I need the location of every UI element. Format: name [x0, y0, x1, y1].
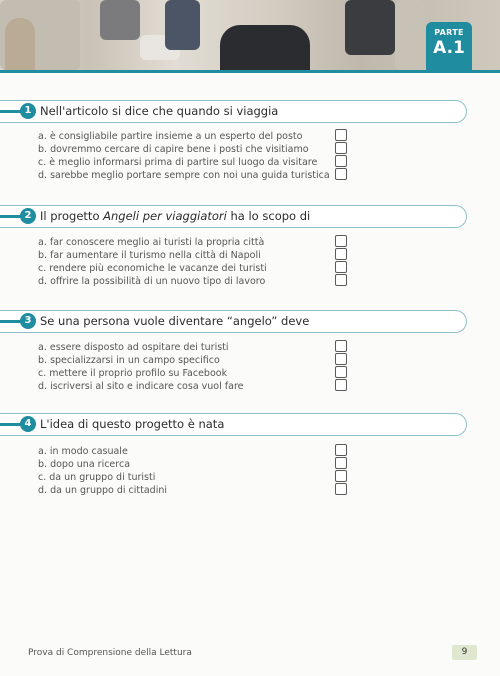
answer-checkbox[interactable]: [335, 168, 347, 180]
answer-checkbox[interactable]: [335, 483, 347, 495]
answer-checkbox[interactable]: [335, 142, 347, 154]
answer-checkbox[interactable]: [335, 470, 347, 482]
question-text: L'idea di questo progetto è nata: [40, 417, 225, 431]
option-text: d. da un gruppo di cittadini: [38, 485, 168, 496]
answer-checkbox[interactable]: [335, 235, 347, 247]
answer-checkbox[interactable]: [335, 353, 347, 365]
option-text: d. sarebbe meglio portare sempre con noi una guida turistica: [38, 170, 330, 181]
question-1-header: [0, 100, 467, 123]
question-text-after: ha lo scopo di: [226, 209, 311, 223]
question-number: 2: [20, 208, 36, 224]
part-label: PARTE: [434, 28, 464, 37]
option-text: a. in modo casuale: [38, 446, 128, 457]
answer-checkbox[interactable]: [335, 340, 347, 352]
question-text: Se una persona vuole diventare “angelo” deve: [40, 314, 310, 328]
question-text: Nell'articolo si dice che quando si viaggia: [40, 104, 279, 118]
option-text: c. da un gruppo di turisti: [38, 472, 156, 483]
question-4-header: [0, 413, 467, 436]
answer-checkbox[interactable]: [335, 248, 347, 260]
option-text: b. specializzarsi in un campo specifico: [38, 355, 220, 366]
header-photo: [0, 0, 500, 70]
question-bar: [0, 320, 22, 323]
option-text: b. far aumentare il turismo nella città di Napoli: [38, 250, 261, 261]
question-2-header: [0, 205, 467, 228]
answer-checkbox[interactable]: [335, 366, 347, 378]
option-text: a. è consigliabile partire insieme a un esperto del posto: [38, 131, 303, 142]
footer-title: Prova di Comprensione della Lettura: [28, 648, 192, 658]
answer-checkbox[interactable]: [335, 274, 347, 286]
option-text: d. iscriversi al sito e indicare cosa vuol fare: [38, 381, 244, 392]
option-text: c. mettere il proprio profilo su Facebook: [38, 368, 228, 379]
option-text: a. far conoscere meglio ai turisti la propria città: [38, 237, 265, 248]
project-name: Angeli per viaggiatori: [103, 209, 227, 223]
option-text: c. è meglio informarsi prima di partire sul luogo da visitare: [38, 157, 318, 168]
header-divider: [0, 70, 500, 73]
page-number: 9: [452, 645, 477, 660]
question-bar: [0, 215, 22, 218]
question-bar: [0, 110, 22, 113]
answer-checkbox[interactable]: [335, 457, 347, 469]
option-text: c. rendere più economiche le vacanze dei turisti: [38, 263, 267, 274]
option-text: d. offrire la possibilità di un nuovo tipo di lavoro: [38, 276, 266, 287]
option-text: a. essere disposto ad ospitare dei turisti: [38, 342, 229, 353]
question-text-before: Il progetto: [40, 209, 104, 223]
question-text: [40, 209, 310, 223]
option-text: b. dopo una ricerca: [38, 459, 131, 470]
question-bar: [0, 423, 22, 426]
question-3-header: [0, 310, 467, 333]
answer-checkbox[interactable]: [335, 379, 347, 391]
answer-checkbox[interactable]: [335, 444, 347, 456]
answer-checkbox[interactable]: [335, 261, 347, 273]
option-text: b. dovremmo cercare di capire bene i posti che visitiamo: [38, 144, 309, 155]
answer-checkbox[interactable]: [335, 155, 347, 167]
question-number: 4: [20, 416, 36, 432]
answer-checkbox[interactable]: [335, 129, 347, 141]
question-number: 1: [20, 103, 36, 119]
part-number: A.1: [433, 38, 465, 58]
part-tab: [426, 22, 472, 70]
question-number: 3: [20, 313, 36, 329]
